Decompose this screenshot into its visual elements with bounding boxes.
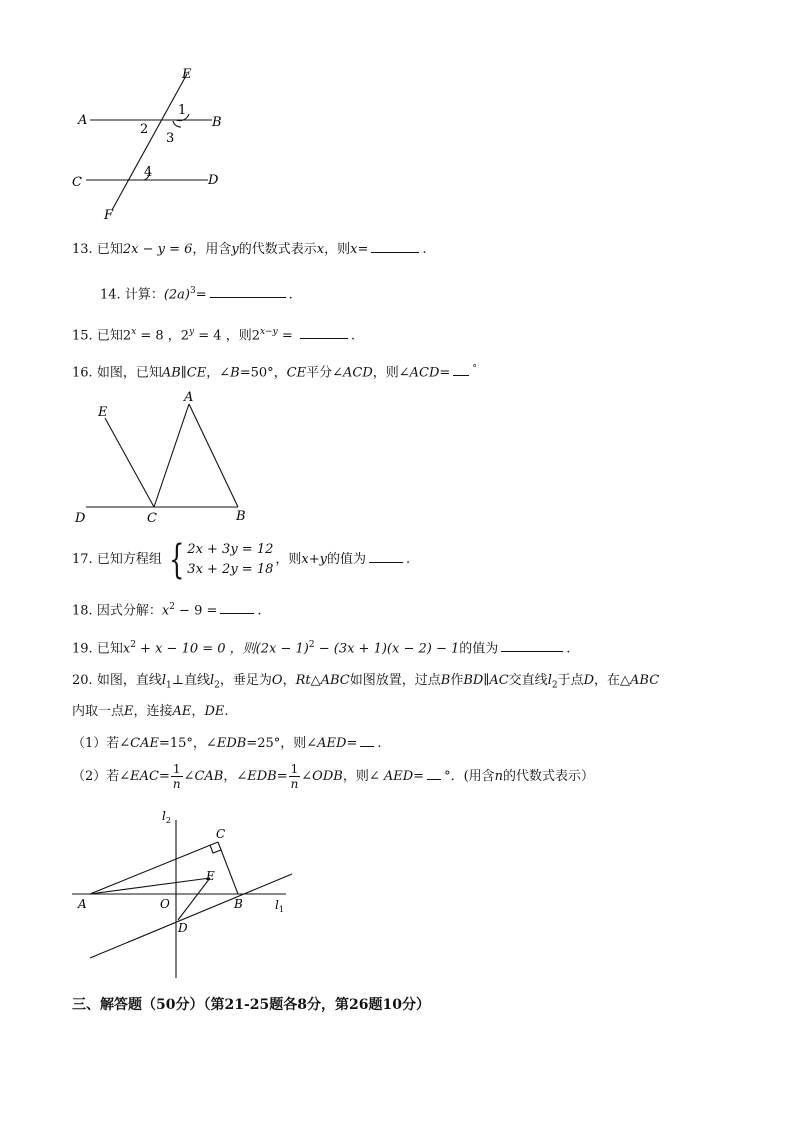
question-17: 17. 已知方程组 { 2x + 3y = 12 3x + 2y = 18 ，则x+y的值为 .: [72, 536, 411, 583]
label-C: C: [72, 175, 82, 190]
question-13: 13. 已知2x − y = 6，用含y的代数式表示x，则x= .: [72, 242, 427, 257]
question-18: 18. 因式分解：$x^2 - 9$ = .: [72, 602, 262, 619]
label-l2: $l_2$: [162, 809, 171, 825]
answer-blank[interactable]: [453, 363, 469, 376]
figure-perpendicular-lines: [70, 806, 300, 981]
question-16: 16. 如图，已知AB∥CE，∠B=50°，CE平分∠ACD，则∠ACD= °: [72, 364, 477, 381]
label-A: A: [184, 390, 194, 405]
answer-blank[interactable]: [210, 285, 286, 298]
label-E: E: [206, 869, 215, 883]
figure-triangle-abc: [70, 388, 260, 528]
question-15: 15. 已知$2^x = 8$ ，$2^y = 4$ ，则$2^{x-y}$ = .: [72, 327, 355, 344]
answer-blank[interactable]: [427, 767, 441, 780]
answer-blank[interactable]: [501, 639, 563, 652]
answer-blank[interactable]: [369, 550, 403, 563]
angle-3: 3: [166, 131, 175, 146]
label-C: C: [147, 511, 157, 526]
question-20-line-1: 20. 如图，直线$l_1\perp$直线$l_2$，垂足为O，Rt△ABC如图放置，过点B作BD∥AC交直线$l_2$于点D，在△ABC: [72, 673, 660, 691]
equation-system: { 2x + 3y = 12 3x + 2y = 18: [168, 536, 274, 583]
question-14: 14. 计算：$(2a)^3=$ .: [100, 286, 293, 303]
figure-parallel-lines: [70, 62, 240, 224]
angle-1: 1: [178, 103, 187, 118]
label-A: A: [78, 897, 87, 911]
answer-blank[interactable]: [371, 240, 419, 253]
question-20-line-2: 内取一点E，连接AE，DE.: [72, 704, 229, 719]
section-heading: 三、解答题（50分）（第21-25题各8分，第26题10分）: [72, 997, 430, 1013]
question-19: 19. 已知$x^2 + x - 10 = 0$ ，则$(2x - 1)^2 - (3x + 1)(x - 2) - 1$的值为 .: [72, 640, 571, 657]
answer-blank[interactable]: [220, 601, 254, 614]
fraction: $\frac{1}{n}$: [172, 762, 181, 791]
label-F: F: [104, 208, 114, 223]
label-D: D: [178, 921, 188, 935]
label-E: E: [98, 405, 108, 420]
label-l1: $l_1$: [275, 898, 284, 914]
label-B: B: [236, 509, 246, 524]
angle-2: 2: [140, 122, 149, 137]
label-C: C: [216, 827, 226, 841]
label-B: B: [212, 115, 222, 130]
label-B: B: [234, 897, 243, 911]
label-D: D: [208, 173, 219, 188]
question-20-part-2: （2）若∠EAC= $\frac{1}{n}$ ∠CAB，∠EDB= $\frac{1}{n}$ ∠ODB，则∠ AED= °．(用含n的代数式表示）: [72, 762, 595, 791]
question-20-part-1: （1）若∠CAE=15°，∠EDB=25°，则∠AED= .: [72, 736, 382, 751]
label-E: E: [182, 67, 192, 82]
angle-4: 4: [144, 165, 153, 180]
label-D: D: [75, 511, 86, 526]
answer-blank[interactable]: [300, 326, 348, 339]
answer-blank[interactable]: [360, 734, 374, 747]
label-A: A: [78, 113, 88, 128]
label-O: O: [160, 897, 170, 911]
fraction: $\frac{1}{n}$: [290, 762, 299, 791]
